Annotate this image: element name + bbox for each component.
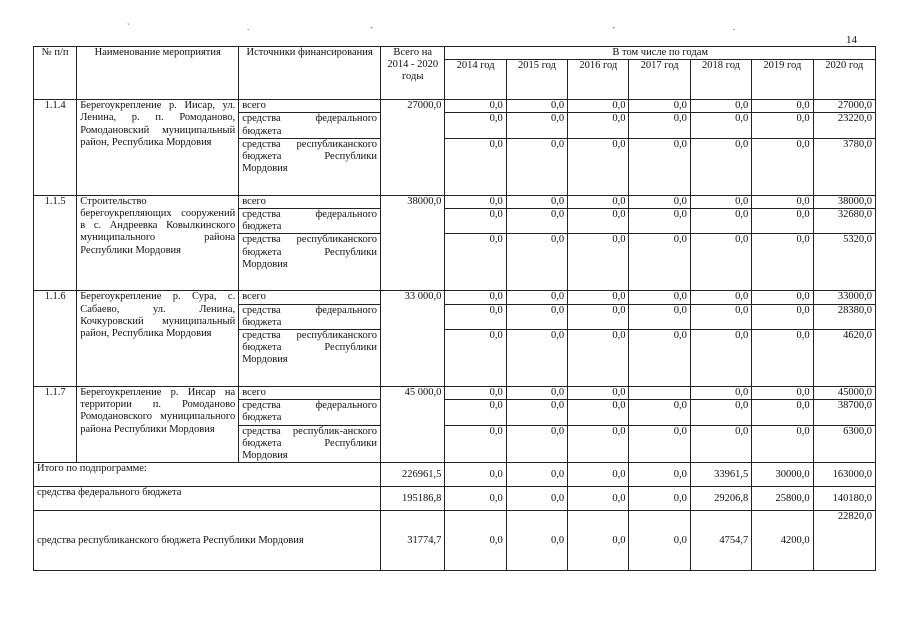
year-amount: 0,0	[690, 195, 751, 208]
total-amount: 38000,0	[381, 195, 445, 291]
summary-year-amount: 0,0	[506, 463, 567, 487]
summary-year-amount: 140180,0	[813, 487, 875, 511]
year-amount: 0,0	[506, 234, 567, 291]
year-amount: 0,0	[445, 138, 506, 195]
year-amount: 0,0	[690, 234, 751, 291]
scan-mark: .	[247, 22, 250, 32]
year-amount: 0,0	[506, 330, 567, 387]
header-total: Всего на 2014 - 2020 годы	[381, 47, 445, 100]
summary-row	[34, 487, 876, 511]
year-amount: 0,0	[506, 400, 567, 425]
summary-year-amount: 4200,0	[752, 511, 813, 571]
year-amount: 0,0	[752, 387, 813, 400]
funding-source: средства федерального бюджета	[239, 400, 381, 425]
summary-year-amount: 22820,0	[813, 511, 875, 571]
year-amount: 0,0	[568, 113, 629, 138]
year-amount: 0,0	[752, 330, 813, 387]
year-amount: 27000,0	[813, 100, 875, 113]
year-amount: 23220,0	[813, 113, 875, 138]
year-amount: 0,0	[568, 330, 629, 387]
year-amount: 0,0	[568, 387, 629, 400]
summary-year-amount: 0,0	[568, 511, 629, 571]
year-amount: 0,0	[629, 113, 690, 138]
header-by-years: В том числе по годам	[445, 47, 876, 60]
summary-year-amount: 29206,8	[690, 487, 751, 511]
summary-year-amount: 4754,7	[690, 511, 751, 571]
year-amount: 0,0	[445, 425, 506, 463]
year-amount: 0,0	[752, 400, 813, 425]
year-amount: 0,0	[568, 425, 629, 463]
measure-name: Строительство берегоукрепляющих сооружений в с. Андреевка Ковылкинского муниципального района Республики Мордовия	[77, 195, 239, 291]
year-amount: 0,0	[568, 234, 629, 291]
row-number: 1.1.4	[34, 100, 77, 196]
header-name: Наименование мероприятия	[77, 47, 239, 100]
scan-mark: -	[370, 22, 373, 32]
year-amount: 0,0	[752, 291, 813, 304]
summary-row	[34, 463, 876, 487]
year-amount: 45000,0	[813, 387, 875, 400]
year-amount: 0,0	[445, 330, 506, 387]
summary-label: средства республиканского бюджета Республики Мордовия	[34, 511, 381, 571]
header-year: 2017 год	[629, 60, 690, 100]
funding-source: средства федерального бюджета	[239, 113, 381, 138]
scan-mark: .	[733, 22, 736, 32]
year-amount: 0,0	[445, 100, 506, 113]
summary-year-amount: 0,0	[445, 487, 506, 511]
year-amount: 0,0	[568, 138, 629, 195]
year-amount	[629, 387, 690, 400]
summary-year-amount: 0,0	[445, 511, 506, 571]
header-year: 2016 год	[568, 60, 629, 100]
header-year: 2019 год	[752, 60, 813, 100]
year-amount: 0,0	[629, 234, 690, 291]
year-amount: 0,0	[568, 195, 629, 208]
year-amount: 3780,0	[813, 138, 875, 195]
year-amount: 0,0	[629, 425, 690, 463]
year-amount: 28380,0	[813, 304, 875, 329]
summary-year-amount: 0,0	[506, 511, 567, 571]
year-amount: 0,0	[568, 400, 629, 425]
row-number: 1.1.7	[34, 387, 77, 463]
year-amount: 33000,0	[813, 291, 875, 304]
header-year: 2020 год	[813, 60, 875, 100]
funding-source: всего	[239, 195, 381, 208]
scan-mark: -	[612, 22, 615, 32]
year-amount: 0,0	[568, 304, 629, 329]
year-amount: 0,0	[690, 209, 751, 234]
header-year: 2014 год	[445, 60, 506, 100]
header-year: 2015 год	[506, 60, 567, 100]
year-amount: 0,0	[690, 291, 751, 304]
year-amount: 0,0	[752, 100, 813, 113]
year-amount: 0,0	[445, 291, 506, 304]
year-amount: 0,0	[629, 330, 690, 387]
funding-source: всего	[239, 291, 381, 304]
year-amount: 0,0	[690, 100, 751, 113]
funding-source: средства республиканского бюджета Республики Мордовия	[239, 138, 381, 195]
year-amount: 38700,0	[813, 400, 875, 425]
year-amount: 0,0	[629, 209, 690, 234]
summary-year-amount: 0,0	[629, 487, 690, 511]
year-amount: 0,0	[690, 138, 751, 195]
summary-year-amount: 0,0	[568, 487, 629, 511]
summary-year-amount: 0,0	[629, 511, 690, 571]
summary-total: 226961,5	[381, 463, 445, 487]
funding-source: средства республиканского бюджета Республики Мордовия	[239, 234, 381, 291]
year-amount: 0,0	[629, 100, 690, 113]
year-amount: 0,0	[506, 291, 567, 304]
funding-source: всего	[239, 100, 381, 113]
summary-year-amount: 25800,0	[752, 487, 813, 511]
summary-year-amount: 33961,5	[690, 463, 751, 487]
summary-year-amount: 0,0	[568, 463, 629, 487]
year-amount: 0,0	[568, 209, 629, 234]
total-amount: 45 000,0	[381, 387, 445, 463]
year-amount: 0,0	[752, 138, 813, 195]
row-number: 1.1.6	[34, 291, 77, 387]
year-amount: 4620,0	[813, 330, 875, 387]
year-amount: 0,0	[690, 330, 751, 387]
summary-year-amount: 0,0	[445, 463, 506, 487]
year-amount: 0,0	[629, 138, 690, 195]
year-amount: 0,0	[629, 304, 690, 329]
table-body	[34, 100, 876, 571]
year-amount: 0,0	[752, 425, 813, 463]
year-amount: 0,0	[445, 387, 506, 400]
year-amount: 0,0	[752, 234, 813, 291]
year-amount: 0,0	[629, 400, 690, 425]
page-number: 14	[846, 34, 857, 46]
year-amount: 0,0	[445, 304, 506, 329]
header-year: 2018 год	[690, 60, 751, 100]
year-amount: 0,0	[445, 400, 506, 425]
year-amount: 0,0	[690, 113, 751, 138]
summary-year-amount: 0,0	[506, 487, 567, 511]
year-amount: 0,0	[506, 387, 567, 400]
funding-source: средства федерального бюджета	[239, 209, 381, 234]
year-amount: 0,0	[568, 100, 629, 113]
year-amount: 0,0	[445, 195, 506, 208]
year-amount: 0,0	[690, 387, 751, 400]
measure-name: Берегоукрепление р. Иисар, ул. Ленина, р. п. Ромоданово, Ромодановский муниципальный район, Республика Мордовия	[77, 100, 239, 196]
year-amount: 5320,0	[813, 234, 875, 291]
year-amount: 0,0	[568, 291, 629, 304]
year-amount: 0,0	[690, 304, 751, 329]
year-amount: 0,0	[752, 304, 813, 329]
summary-total: 195186,8	[381, 487, 445, 511]
summary-year-amount: 0,0	[629, 463, 690, 487]
year-amount: 0,0	[629, 291, 690, 304]
header-source: Источники финансирования	[239, 47, 381, 100]
funding-source: средства федерального бюджета	[239, 304, 381, 329]
table-row	[34, 100, 876, 113]
year-amount: 0,0	[506, 113, 567, 138]
year-amount: 0,0	[445, 113, 506, 138]
summary-year-amount: 30000,0	[752, 463, 813, 487]
summary-total: 31774,7	[381, 511, 445, 571]
summary-label: Итого по подпрограмме:	[34, 463, 381, 487]
table-header	[34, 47, 876, 100]
year-amount: 0,0	[506, 425, 567, 463]
year-amount: 0,0	[445, 234, 506, 291]
year-amount: 6300,0	[813, 425, 875, 463]
year-amount: 0,0	[506, 209, 567, 234]
total-amount: 27000,0	[381, 100, 445, 196]
scan-mark: `	[127, 22, 130, 32]
total-amount: 33 000,0	[381, 291, 445, 387]
year-amount: 0,0	[506, 195, 567, 208]
row-number: 1.1.5	[34, 195, 77, 291]
year-amount: 0,0	[629, 195, 690, 208]
year-amount: 0,0	[690, 400, 751, 425]
measure-name: Берегоукрепление р. Инсар на территории п. Ромоданово Ромодановского муниципального района Республики Мордовия	[77, 387, 239, 463]
funding-source: средства республиканского бюджета Республики Мордовия	[239, 330, 381, 387]
year-amount: 0,0	[690, 425, 751, 463]
header-num: № п/п	[34, 47, 77, 100]
budget-table	[33, 46, 876, 571]
year-amount: 0,0	[752, 195, 813, 208]
year-amount: 0,0	[506, 100, 567, 113]
year-amount: 0,0	[752, 113, 813, 138]
summary-year-amount: 163000,0	[813, 463, 875, 487]
table-row	[34, 387, 876, 400]
funding-source: всего	[239, 387, 381, 400]
year-amount: 32680,0	[813, 209, 875, 234]
year-amount: 38000,0	[813, 195, 875, 208]
year-amount: 0,0	[506, 304, 567, 329]
table-row	[34, 291, 876, 304]
year-amount: 0,0	[445, 209, 506, 234]
year-amount: 0,0	[506, 138, 567, 195]
year-amount: 0,0	[752, 209, 813, 234]
summary-label: средства федерального бюджета	[34, 487, 381, 511]
measure-name: Берегоукрепление р. Сура, с. Сабаево, ул. Ленина, Кочкуровский муниципальный район, Республика Мордовия	[77, 291, 239, 387]
summary-row	[34, 511, 876, 571]
table-row	[34, 195, 876, 208]
funding-source: средства республик-анского бюджета Республики Мордовия	[239, 425, 381, 463]
